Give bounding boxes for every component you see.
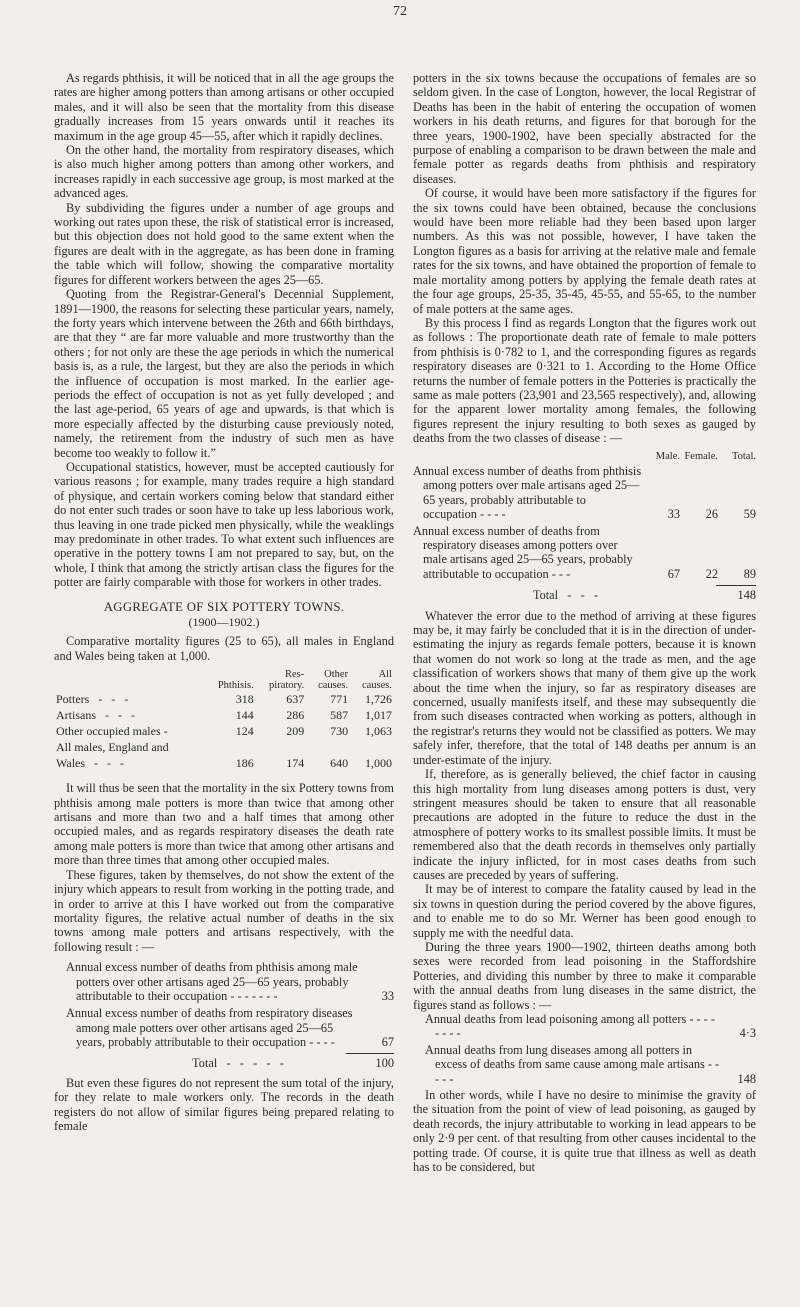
excess-text: Annual excess number of deaths from phthisis among male potters over other artisans aged 25—65 years, probably attributable to their occupation - - - - - - - <box>66 960 358 1003</box>
header-other-text: Other causes. <box>318 669 349 692</box>
paragraph: It may be of interest to compare the fatality caused by lead in the six towns in question during the period covered by the above figures, and to enable me to do so Mr. Werner has been good enough to supply me with the needful data. <box>413 882 756 940</box>
mf-total-line <box>413 588 756 602</box>
paragraph: By this process I find as regards Longton that the figures work out as follows : The proportionate death rate of female to male potters from phthisis is 0·782 to 1, and the corresponding figures as regards respiratory diseases are 0·321 to 1. According to the Home Office returns the number of female potters in the Potteries is practically the same as male potters (23,901 and 23,565 respectively), and, allowing for the apparent lower mortality among females, the following figures represent the injury resulting to both sexes as gauged by deaths from the two classes of disease : — <box>413 315 756 446</box>
right-column <box>413 71 756 1174</box>
list-item <box>425 1043 756 1086</box>
mf-total: 89 <box>743 566 756 581</box>
section-subheading: (1900—1902.) <box>188 615 260 630</box>
paragraph: In other words, while I have no desire to minimise the gravity of the situation from the point of view of lead poisoning, as gauged by death records, the injury attributable to working in lead appears to be only 2·9 per cent. of that resulting from other causes incidental to the potting trade. Of course, it is quite true that illness as well as death has to be considered, but <box>413 1088 756 1175</box>
lead-value: 148 <box>737 1071 756 1086</box>
mf-text: Annual excess number of deaths from phthisis among potters over male artisans aged 25—65 years, probably attributable to occupation - - - - <box>413 463 642 522</box>
mf-female: 22 <box>705 566 718 581</box>
cell: 640 <box>330 756 349 771</box>
paragraph: On the other hand, the mortality from respiratory diseases, which is also much higher among potters than among other workers, and increases rapidly in each successive age group, is most marked at the advanced ages. <box>54 143 394 201</box>
cell: 1,726 <box>365 692 392 707</box>
total-rule <box>716 585 756 586</box>
cell: 587 <box>330 708 349 723</box>
row-label: Other occupied males - <box>56 724 168 739</box>
mortality-table <box>54 669 394 771</box>
mf-total: 59 <box>743 507 756 522</box>
row-label: Potters - - - <box>56 692 129 707</box>
mf-text: Annual excess number of deaths from respiratory diseases among potters over male artisans aged 25—65 years, probably attributable to occupation - - - <box>413 523 633 581</box>
cell: 174 <box>286 756 305 771</box>
paragraph: If, therefore, as is generally believed, the chief factor in causing this high mortality from lung diseases among potters is dust, very stringent measures should be taken to ensure that all reasonable precautions are adopted in the future to reduce the dust in the atmosphere of pottery works to its smallest possible limits. It must be remembered also that the death records in themselves only partially indicate the injury inflicted, for in most cases deaths from such causes are preceded by years of suffering. <box>413 767 756 882</box>
table-row <box>54 739 394 755</box>
list-item <box>66 960 394 1003</box>
left-column <box>54 71 394 1134</box>
cell: 209 <box>286 724 305 739</box>
total-value: 100 <box>375 1055 394 1070</box>
total-label: Total - - - <box>532 588 599 603</box>
cell: 286 <box>286 708 305 723</box>
table-row <box>54 691 394 707</box>
header-all-causes <box>350 669 394 691</box>
cell <box>256 739 307 755</box>
table-row <box>54 707 394 723</box>
header-male: Male. <box>655 450 680 462</box>
cell: 186 <box>235 756 254 771</box>
table-header-row <box>54 669 394 691</box>
header-other-causes <box>306 669 350 691</box>
row-label: All males, England and <box>56 740 169 755</box>
paragraph: Occupational statistics, however, must be accepted cautiously for various reasons ; for example, many trades require a high standard of physique, and certain workers coming below that standard either do not enter such trades or soon have to take up less laborious work, thus leaving in one trade picked men physically, while the weaklings may predominate in other trades. To what extent such influences are operative in the pottery towns I am not prepared to say, but, on the whole, I think that among the strictly artisan class the figures for the potter are fairly comparable with those for workers in other trades. <box>54 459 394 590</box>
paragraph: As regards phthisis, it will be noticed that in all the age groups the rates are higher among potters than among artisans or other occupied males, and it will also be seen that the mortality from this disease gradually increases from 15 years onwards until it reaches its maximum in the age group 45—55, after which it rapidly declines. <box>54 71 394 143</box>
cell <box>350 739 394 755</box>
cell: 124 <box>235 724 254 739</box>
section-heading: AGGREGATE OF SIX POTTERY TOWNS. <box>103 599 345 614</box>
header-respiratory-text: Res- piratory. <box>269 669 305 692</box>
paragraph: By subdividing the figures under a number of age groups and working out rates upon these, the risk of statistical error is increased, but this objection does not hold good to the same extent when the figures are dealt with in the aggregate, as has been done in framing the table which will follow, showing the comparative mortality figures for different workers between the ages 25—65. <box>54 200 394 287</box>
cell: 1,063 <box>365 724 392 739</box>
mf-header <box>413 450 756 464</box>
cell: 144 <box>235 708 254 723</box>
header-blank <box>54 669 204 691</box>
header-female: Female. <box>684 450 718 462</box>
paragraph: But even these figures do not represent the sum total of the injury, for they relate to male workers only. The records in the death registers do not allow of similar figures being prepared relating to female <box>54 1075 394 1134</box>
list-item <box>413 464 756 522</box>
paragraph: Quoting from the Registrar-General's Decennial Supplement, 1891—1900, the reasons for selecting these particular years, namely, the forty years which intervene between the 26th and 66th birthdays, are that they “ are far more valuable and more trustworthy than the others ; for not only are these the age periods in which the numerical basis is, as a rule, the largest, but they are also the periods in which the influence of occupation is most marked. In the earlier age-periods the effect of occupation is not as yet fully developed ; and the last age-period, 65 years of age and upwards, is that which is more especially affected by the disturbing cause previously noted, namely, the retirement from the industry of such men as have become too weakly to follow it.” <box>54 287 394 460</box>
header-all-text: All causes. <box>361 669 392 692</box>
excess-value: 67 <box>381 1035 394 1050</box>
excess-value: 33 <box>381 988 394 1003</box>
table-row <box>54 755 394 771</box>
total-label: Total - - - - - <box>192 1055 284 1070</box>
cell <box>306 739 350 755</box>
cell: 637 <box>286 692 305 707</box>
lead-value: 4·3 <box>739 1026 756 1041</box>
total-line <box>54 1056 394 1070</box>
mf-male: 67 <box>667 566 680 581</box>
paragraph: During the three years 1900—1902, thirteen deaths among both sexes were recorded from lead poisoning in the Staffordshire Potteries, and dividing this number by three to make it comparable with the annual deaths from lung diseases in the same district, the figures stand as follows : — <box>413 939 756 1012</box>
cell: 730 <box>330 724 349 739</box>
excess-list <box>54 960 394 1070</box>
paragraph: Whatever the error due to the method of arriving at these figures may be, it may fairly be concluded that it is in the direction of under-estimating the injury as regards female potters, because it is known that women do not work so long at the trade as men, and the age classification of workers shows that many of them give up the work about the time when the injury, so far as respiratory diseases are concerned, usually manifests itself, and these may subsequently die from such diseases contracted when working as potters, although in the registrar's returns they would not be classified as potters. We may safely infer, therefore, that the total of 148 deaths per annum is an under-estimate of the injury. <box>413 608 756 767</box>
cell: 1,000 <box>365 756 392 771</box>
lead-text: Annual deaths from lead poisoning among all potters - - - - - - - - <box>425 1012 715 1041</box>
header-respiratory <box>256 669 307 691</box>
paragraph: These figures, taken by themselves, do not show the extent of the injury which appears to result from working in the potting trade, and in order to arrive at this I have worked out from the comparative mortality figures, the relative actual number of deaths in the six towns among male potters and artisans respectively, with the following result : — <box>54 867 394 954</box>
cell: 1,017 <box>365 708 392 723</box>
row-label: Wales - - - <box>56 756 125 771</box>
cell: 771 <box>330 692 349 707</box>
paragraph: It will thus be seen that the mortality in the six Pottery towns from phthisis among male potters is more than twice that among other artisans and more than two and a half times that among other occupied males, and as regards respiratory diseases the death rate among male potters is more than twice that among other artisans and more than three times that among other occupied males. <box>54 781 394 868</box>
cell <box>204 739 255 755</box>
list-item <box>425 1012 756 1041</box>
header-total: Total. <box>731 450 756 462</box>
lead-text: Annual deaths from lung diseases among all potters in excess of deaths from same cause among male artisans - - - - - <box>425 1042 720 1086</box>
total-rule <box>346 1053 394 1054</box>
mf-male: 33 <box>667 507 680 522</box>
table-intro: Comparative mortality figures (25 to 65), all males in England and Wales being taken at 1,000. <box>54 634 394 663</box>
paragraph: Of course, it would have been more satisfactory if the figures for the six towns could have been obtained, because the conclusions would have been more reliable had they been based upon larger numbers. As this was not possible, however, I have taken the Longton figures as a basis for arriving at the relative male and female rates for the six towns, and have obtained the proportion of female to male mortality among potters by applying the female death rates at the four age groups, 25-35, 35-45, 45-55, and 55-65, to the number of male potters at the same ages. <box>413 186 756 316</box>
paragraph: potters in the six towns because the occupations of females are so seldom given. In the case of Longton, however, the local Registrar of Deaths has been in the habit of entering the occupation of women workers in his death returns, and figures for that borough for the three years, 1900-1902, have been specially abstracted for the purpose of enabling a comparison to be drawn between the male and female potter as regards deaths from phthisis and respiratory diseases. <box>413 71 756 186</box>
page-number: 72 <box>393 4 407 19</box>
list-item <box>66 1006 394 1049</box>
mf-female: 26 <box>705 507 718 522</box>
table-row <box>54 723 394 739</box>
row-label: Artisans - - - <box>56 708 135 723</box>
cell: 318 <box>235 692 254 707</box>
header-phthisis: Phthisis. <box>217 680 254 692</box>
total-value: 148 <box>737 588 756 603</box>
list-item <box>413 524 756 582</box>
excess-text: Annual excess number of deaths from respiratory diseases among male potters over other artisans aged 25—65 years, probably attributable to their occupation - - - - <box>66 1006 353 1050</box>
